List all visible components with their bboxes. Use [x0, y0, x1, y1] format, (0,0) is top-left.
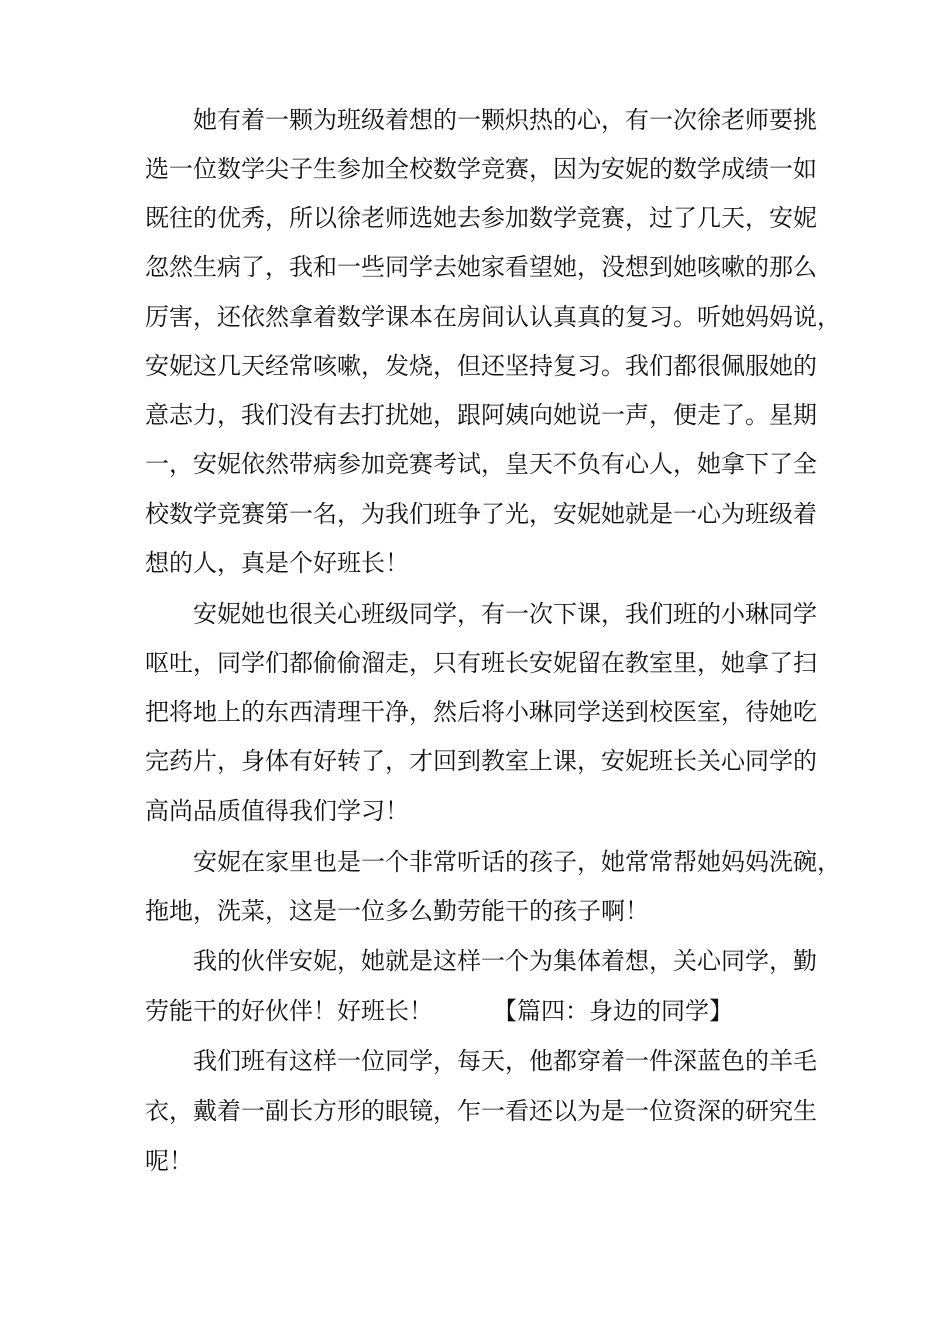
text-line: 衣，戴着一副长方形的眼镜，乍一看还以为是一位资深的研究生	[145, 1097, 817, 1125]
text-line: 完药片，身体有好转了，才回到教室上课，安妮班长关心同学的	[145, 747, 817, 775]
text-line: 安妮她也很关心班级同学，有一次下课，我们班的小琳同学	[193, 600, 817, 628]
text-line: 拖地，洗菜，这是一位多么勤劳能干的孩子啊！	[145, 897, 649, 925]
text-line: 我们班有这样一位同学，每天，他都穿着一件深蓝色的羊毛	[193, 1047, 817, 1075]
text-line: 校数学竞赛第一名，为我们班争了光，安妮她就是一心为班级着	[145, 500, 817, 528]
text-line: 意志力，我们没有去打扰她，跟阿姨向她说一声，便走了。星期	[145, 401, 817, 429]
text-line: 高尚品质值得我们学习！	[145, 797, 409, 825]
text-line: 厉害，还依然拿着数学课本在房间认认真真的复习。听她妈妈说，	[145, 303, 841, 331]
text-line: 忽然生病了，我和一些同学去她家看望她，没想到她咳嗽的那么	[145, 253, 817, 281]
text-line: 安妮这几天经常咳嗽，发烧，但还坚持复习。我们都很佩服她的	[145, 352, 817, 380]
text-line: 选一位数学尖子生参加全校数学竞赛，因为安妮的数学成绩一如	[145, 155, 817, 183]
text-line: 我的伙伴安妮，她就是这样一个为集体着想，关心同学，勤	[193, 947, 817, 975]
text-line: 呕吐，同学们都偷偷溜走，只有班长安妮留在教室里，她拿了扫	[145, 649, 817, 677]
text-line: 既往的优秀，所以徐老师选她去参加数学竞赛，过了几天，安妮	[145, 204, 817, 232]
text-line: 一，安妮依然带病参加竞赛考试，皇天不负有心人，她拿下了全	[145, 450, 817, 478]
text-line: 呢！	[145, 1147, 193, 1175]
text-line: 把将地上的东西清理干净，然后将小琳同学送到校医室，待她吃	[145, 698, 817, 726]
text-line: 想的人，真是个好班长！	[145, 549, 409, 577]
text-line: 安妮在家里也是一个非常听话的孩子，她常常帮她妈妈洗碗，	[193, 848, 841, 876]
text-line: 劳能干的好伙伴！好班长！ 【篇四：身边的同学】	[145, 997, 733, 1025]
text-line: 她有着一颗为班级着想的一颗炽热的心，有一次徐老师要挑	[193, 106, 817, 134]
